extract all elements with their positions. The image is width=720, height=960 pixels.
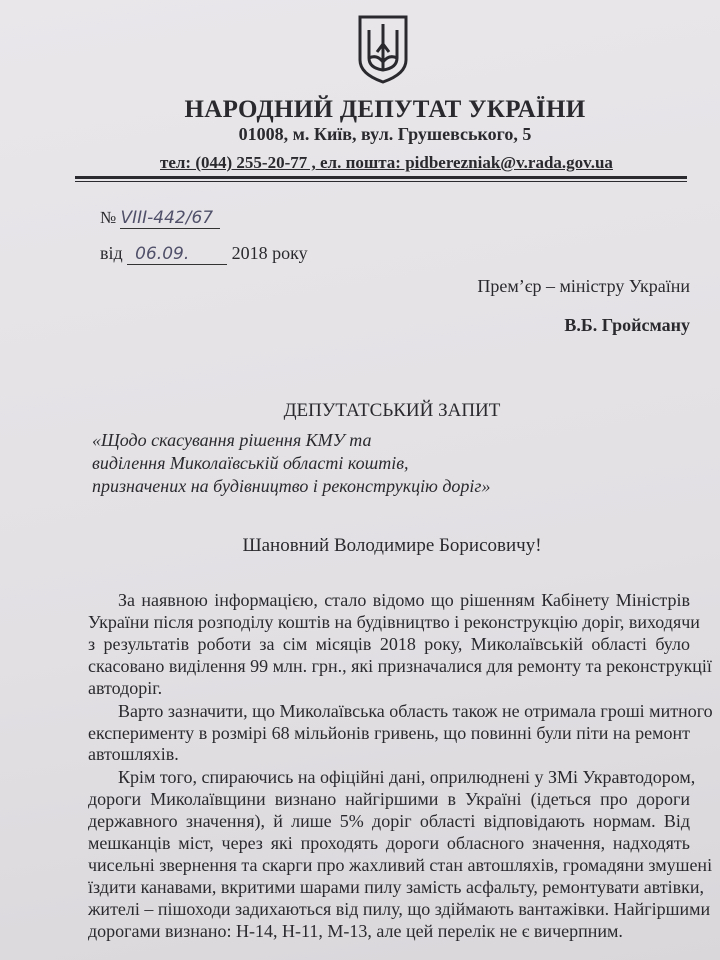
paragraph-line: автодоріг. [88,678,163,698]
paragraph-line: чисельні звернення та скарги про жахливий стан автошляхів, громадяни змушені [88,855,713,875]
paragraph-line: експерименту в розмірі 68 мільйонів гривень, що повинні були піти на ремонт [88,723,690,743]
letterhead-address: 01008, м. Київ, вул. Грушевського, 5 [238,124,532,144]
greeting: Шановний Володимире Борисовичу! [242,535,542,556]
number-handwritten: VIII-442/67 [120,208,220,229]
paragraph-line: Крім того, спираючись на офіційні дані, оприлюднені у ЗМі Укравтодором, [118,767,696,787]
reference-date [100,243,308,265]
addressee-name: В.Б. Гройсману [564,315,690,335]
paragraph-line: За наявною інформацією, стало відомо що рішенням Кабінету Міністрів [118,590,690,610]
paragraph-line: державного значення), й лише 5% доріг області відповідають нормам. Від [88,811,690,831]
reference-number [100,208,220,229]
date-label: від [100,243,123,263]
document-heading: ДЕПУТАТСЬКИЙ ЗАПИТ [283,400,501,421]
header-divider-thin [75,181,687,182]
subject-line: призначених на будівництво і реконструкцію доріг» [92,476,491,496]
letterhead-title: НАРОДНИЙ ДЕПУТАТ УКРАЇНИ [184,96,586,123]
letterhead-contacts: тел: (044) 255-20-77 , ел. пошта: pidbereznіak@v.rada.gov.ua [160,153,613,172]
header-divider [75,176,687,179]
paragraph-line: дороги Миколаївщини визнано найгіршими в Україні (ідеться про дороги [88,789,690,809]
date-handwritten: 06.09. [127,244,227,265]
paragraph-line: Варто зазначити, що Миколаївська область також не отримала гроші митного [118,701,713,721]
paragraph-line: мешканців міст, через які проходять дороги обласного значення, надходять [88,833,690,853]
date-year: 2018 року [231,243,308,263]
paragraph-line: скасовано виділення 99 млн. грн., які призначалися для ремонту та реконструкції [88,656,712,676]
paragraph-line: дорогами визнано: Н-14, Н-11, М-13, але цей перелік не є вичерпним. [88,921,623,941]
subject-line: «Щодо скасування рішення КМУ та [92,430,372,450]
coat-of-arms-emblem [357,14,409,84]
subject-line: виділення Миколаївській області коштів, [92,453,409,473]
number-label: № [100,208,117,227]
paragraph-line: автошляхів. [88,744,179,764]
paragraph-line: України після розподілу коштів на будівництво і реконструкцію доріг, виходячи [88,612,700,632]
addressee-position: Прем’єр – міністру України [477,276,690,296]
paragraph-line: жителі – пішоходи задихаються від пилу, що здіймають вантажівки. Найгіршими [88,899,711,919]
paragraph-line: їздити канавами, вкритими шарами пилу замість асфальту, ремонтувати автівки, [88,877,705,897]
paragraph-line: з результатів роботи за сім місяців 2018 року, Миколаївській області було [88,634,690,654]
